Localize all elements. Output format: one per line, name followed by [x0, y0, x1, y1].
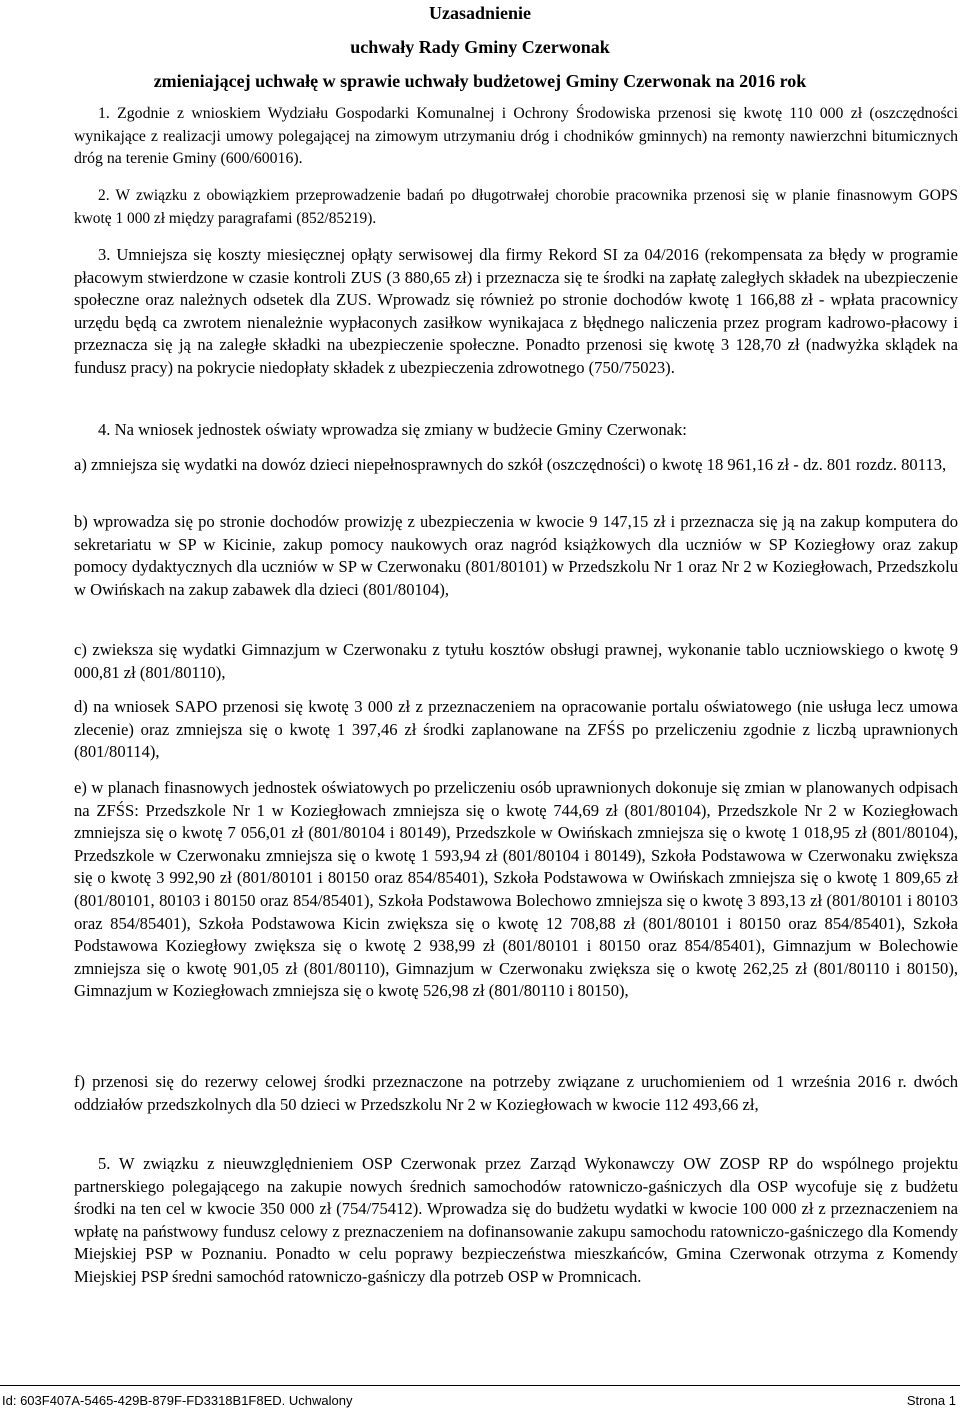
document-subject: zmieniającej uchwałę w sprawie uchwały budżetowej Gminy Czerwonak na 2016 rok: [153, 71, 807, 91]
paragraph-4e: e) w planach finasnowych jednostek oświatowych po przeliczeniu osób uprawnionych dokonuje się zmian w planowanych odpisach na ZFŚS: Przedszkole Nr 1 w Koziegłowach zmniejsza się o kwotę 744,69 zł (801/80104), Przedszkole Nr 2 w Koziegłowach zmniejsza się o kwotę 7 056,01 zł (801/80104 i 80149), Przedszkole w Owińskach zmniejsza się o kwotę 1 018,95 zł (801/80104), Przedszkole w Czerwonaku zmniejsza się o kwotę 1 593,94 zł (801/80104 i 80149), Szkoła Podstawowa w Czerwonaku zwiększa się o kwotę 3 992,90 zł (801/80101 i 80150 oraz 854/85401), Szkoła Podstawowa w Owińskach zmniejsza się o kwotę 1 809,65 zł (801/80101, 80103 i 80150 oraz 854/85401), Szkoła Podstawowa Bolechowo zmniejsza się o kwotę 3 893,13 zł (801/80101 i 80103 oraz 854/85401), Szkoła Podstawowa Kicin zwiększa się o kwotę 12 708,88 zł (801/80101 i 80150 oraz 854/85401), Szkoła Podstawowa Koziegłowy zwiększa się o kwotę 2 938,99 zł (801/80101 i 80150 oraz 854/85401), Gimnazjum w Bolechowie zmniejsza się o kwotę 901,05 zł (801/80110), Gimnazjum w Czerwonaku zwiększa się o kwotę 262,25 zł (801/80110 i 80150), Gimnazjum w Koziegłowach zmniejsza się o kwotę 526,98 zł (801/80110 i 80150),: [74, 778, 958, 1001]
footer-page-number: Strona 1: [906, 1393, 956, 1408]
paragraph-4c: c) zwieksza się wydatki Gimnazjum w Czerwonaku z tytułu kosztów obsługi prawnej, wykonanie tablo uczniowskiego o kwotę 9 000,81 zł (801/80110),: [74, 640, 958, 682]
paragraph-3: 3. Umniejsza się koszty miesięcznej opłąty serwisowej dla firmy Rekord SI za 04/2016 (rekompensata za błędy w programie płacowym stwierdzone w czasie kontroli ZUS (3 880,65 zł) i przeznacza się te środki na zapłatę zaległych składek na ubezpieczenie społeczne oraz należnych odsetek dla ZUS. Wprowadz się również po stronie dochodów kwotę 1 166,88 zł - wpłata pracownicy urzędu będą ca zwrotem nienależnie wypłaconych zasiłkow wynikajaca z błędnego naliczenia przez program kadrowo-płacowy i przeznacza się ją na zaległe składki na ubezpieczenie społeczne. Ponadto przenosi się kwotę 3 128,70 zł (nadwyżka sklądek na fundusz pracy) na pokrycie niedopłaty składek z ubezpieczenia zdrowotnego (750/75023).: [74, 245, 958, 377]
paragraph-1: 1. Zgodnie z wnioskiem Wydziału Gospodarki Komunalnej i Ochrony Środowiska przenosi się kwotę 110 000 zł (oszczędności wynikające z realizacji umowy polegającej na zimowym utrzymaniu dróg i chodników gminnych) na remonty nawierzchni bitumicznych dróg na terenie Gminy (600/60016).: [74, 105, 958, 168]
footer-document-id: Id: 603F407A-5465-429B-879F-FD3318B1F8ED. Uchwalony: [2, 1393, 353, 1408]
paragraph-2: 2. W związku z obowiązkiem przeprowadzenie badań po długotrwałej chorobie pracownika przenosi się w planie finasnowym GOPS kwotę 1 000 zł między paragrafami (852/85219).: [74, 187, 958, 227]
paragraph-5: 5. W związku z nieuwzględnieniem OSP Czerwonak przez Zarząd Wykonawczy OW ZOSP RP do wspólnego projektu partnerskiego polegającego na zakupie nowych średnich samochodów ratowniczo-gaśniczych dla OSP wycofuje się z budżetu środki na ten cel w kwocie 350 000 zł (754/75412). Wprowadza się do budżetu wydatki w kwocie 100 000 zł z przeznaczeniem na wpłatę na państwowy fundusz celowy z preznaczeniem na dofinansowanie zakupu samochodu ratowniczo-gaśniczego dla Komendy Miejskiej PSP w Poznaniu. Ponadto w celu poprawy bezpieczeństwa mieszkańców, Gmina Czerwonak otrzyma z Komendy Miejskiej PSP średni samochód ratowniczo-gaśniczy dla potrzeb OSP w Promnicach.: [74, 1154, 958, 1286]
paragraph-4: 4. Na wniosek jednostek oświaty wprowadza się zmiany w budżecie Gminy Czerwonak:: [98, 420, 687, 439]
paragraph-4a: a) zmniejsza się wydatki na dowóz dzieci niepełnosprawnych do szkół (oszczędności) o kwotę 18 961,16 zł - dz. 801 rozdz. 80113,: [74, 455, 947, 474]
paragraph-4d: d) na wniosek SAPO przenosi się kwotę 3 000 zł z przeznaczeniem na opracowanie portalu oświatowego (nie usługa lecz umowa zlecenie) oraz zmniejsza się o kwotę 1 397,46 zł środki zaplanowane na ZFŚS po przeliczeniu zgodnie z liczbą uprawnionych (801/80114),: [74, 697, 958, 762]
document-title: Uzasadnienie: [428, 3, 531, 23]
document-subtitle: uchwały Rady Gminy Czerwonak: [350, 37, 610, 57]
footer-divider: [0, 1385, 960, 1386]
paragraph-4b: b) wprowadza się po stronie dochodów prowizję z ubezpieczenia w kwocie 9 147,15 zł i przeznacza się ją na zakup komputera do sekretariatu w SP w Kicinie, zakup pomocy naukowych oraz nagród książkowych dla uczniów w SP Koziegłowy oraz zakup pomocy dydaktycznych dla uczniów w SP w Czerwonaku (801/80101) w Przedszkolu Nr 1 oraz Nr 2 w Koziegłowach, Przedszkolu w Owińskach na zakup zabawek dla dzieci (801/80104),: [74, 512, 958, 599]
paragraph-4f: f) przenosi się do rezerwy celowej środki przeznaczone na potrzeby związane z uruchomieniem od 1 września 2016 r. dwóch oddziałów przedszkolnych dla 50 dzieci w Przedszkolu Nr 2 w Koziegłowach w kwocie 112 493,66 zł,: [74, 1072, 958, 1114]
